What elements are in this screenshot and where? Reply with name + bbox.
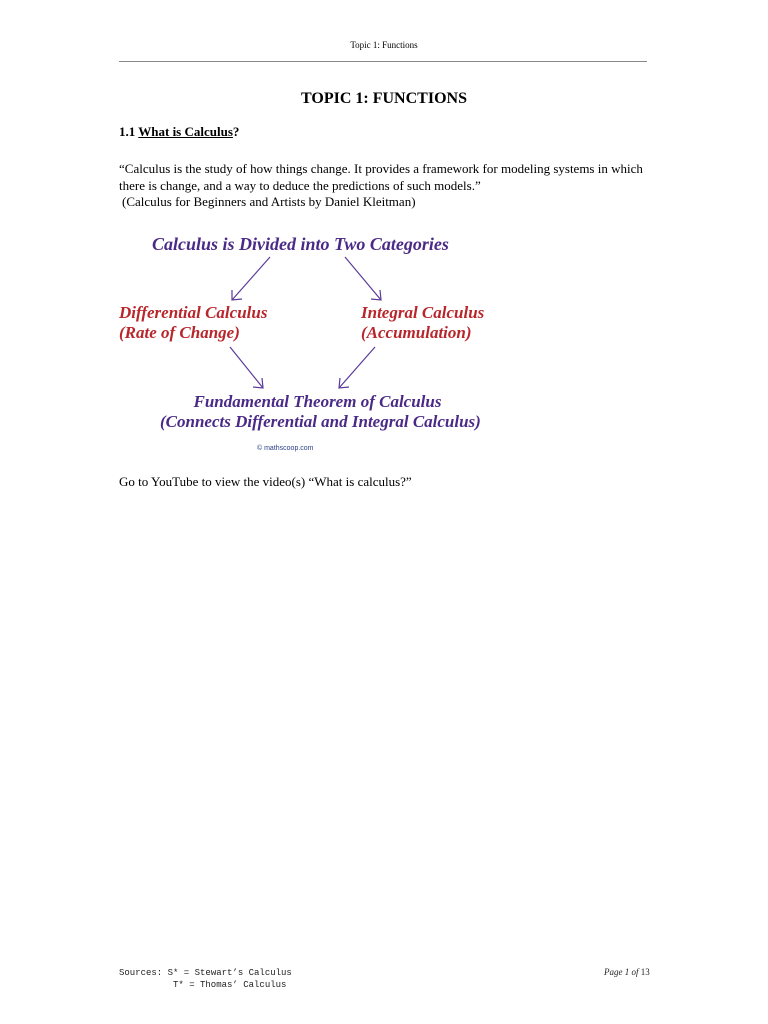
arrow-to-differential-icon: [232, 257, 270, 300]
quote-attribution: (Calculus for Beginners and Artists by Daniel Kleitman): [122, 194, 416, 209]
arrow-from-differential-icon: [230, 347, 263, 388]
sources-line-1: Sources: S* = Stewart’s Calculus: [119, 968, 292, 978]
page-total: 13: [640, 967, 650, 977]
page-current: 1: [624, 967, 630, 977]
page-of: of: [631, 967, 639, 977]
page-prefix: Page: [604, 967, 623, 977]
arrow-from-integral-icon: [339, 347, 375, 388]
youtube-instruction: Go to YouTube to view the video(s) “What is calculus?”: [119, 474, 412, 489]
differential-subtitle: (Rate of Change): [119, 323, 240, 342]
diagram-copyright: © mathscoop.com: [257, 445, 314, 452]
diagram-arrows: [0, 0, 768, 470]
arrow-to-integral-icon: [345, 257, 381, 300]
differential-title: Differential Calculus: [119, 303, 268, 322]
ftc-title: Fundamental Theorem of Calculus: [193, 392, 442, 411]
section-number: 1.1: [119, 124, 136, 139]
sources-line-2: T* = Thomas’ Calculus: [173, 980, 287, 990]
footer-sources: [119, 967, 292, 991]
page-number: [604, 967, 650, 977]
section-heading-text: What is Calculus: [138, 124, 233, 139]
integral-title: Integral Calculus: [361, 303, 485, 322]
ftc-subtitle: (Connects Differential and Integral Calculus): [160, 412, 481, 431]
calculus-quote: “Calculus is the study of how things change. It provides a framework for modeling systems in which there is change, and a way to deduce the predictions of such models.”: [119, 161, 643, 193]
running-head: Topic 1: Functions: [350, 40, 418, 50]
integral-subtitle: (Accumulation): [361, 323, 472, 342]
page-title: TOPIC 1: FUNCTIONS: [301, 90, 467, 107]
section-heading-punct: ?: [232, 124, 240, 139]
diagram-title: Calculus is Divided into Two Categories: [152, 234, 449, 254]
